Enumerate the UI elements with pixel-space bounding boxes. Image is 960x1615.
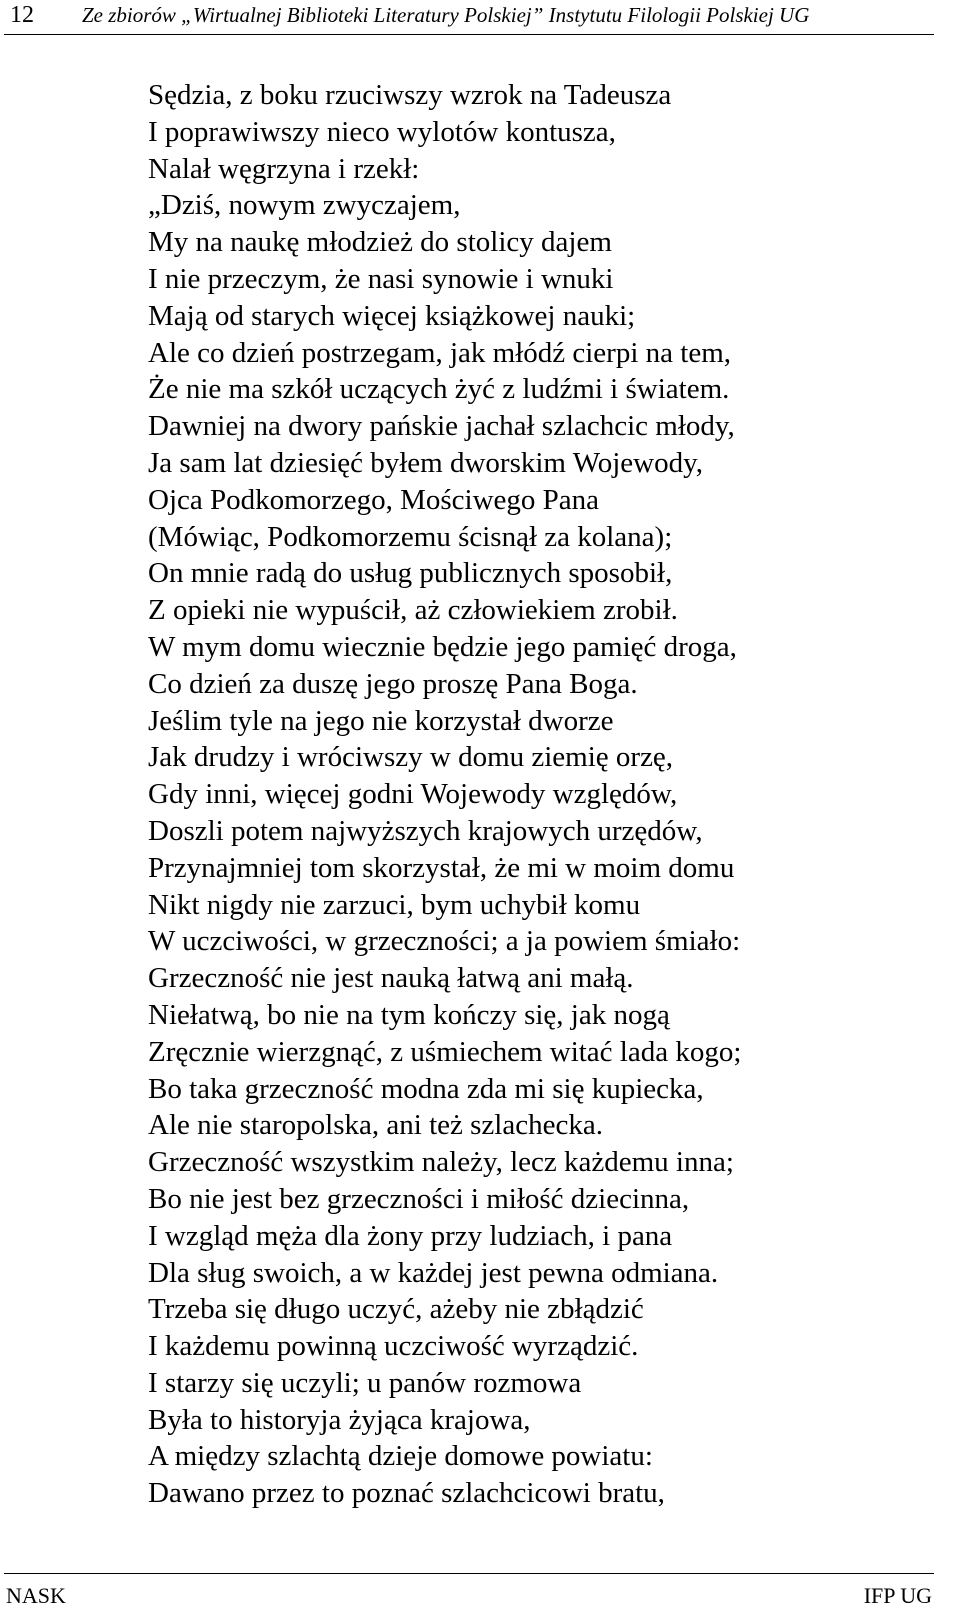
verse-line: Z opieki nie wypuścił, aż człowiekiem zrobił. <box>148 594 678 627</box>
verse-line: I starzy się uczyli; u panów rozmowa <box>148 1366 582 1399</box>
verse-line: Ale co dzień postrzegam, jak młódź cierpi na tem, <box>148 336 732 369</box>
verse-line: „Dziś, nowym zwyczajem, <box>148 189 461 222</box>
verse-line: Niełatwą, bo nie na tym kończy się, jak nogą <box>148 998 670 1031</box>
verse-line: Nalał węgrzyna i rzekł: <box>148 152 420 185</box>
verse-line: Bo taka grzeczność modna zda mi się kupiecka, <box>148 1072 704 1105</box>
running-head: Ze zbiorów „Wirtualnej Biblioteki Literatury Polskiej” Instytutu Filologii Polskiej UG <box>82 3 810 27</box>
verse-line: Grzeczność wszystkim należy, lecz każdemu inna; <box>148 1146 734 1179</box>
verse-line: Trzeba się długo uczyć, ażeby nie zbłądzić <box>148 1293 644 1326</box>
page-number: 12 <box>10 2 34 28</box>
verse-line: Bo nie jest bez grzeczności i miłość dziecinna, <box>148 1182 690 1215</box>
verse-line: Dawano przez to poznać szlachcicowi bratu, <box>148 1477 665 1510</box>
page-header <box>4 0 934 35</box>
verse-line: A między szlachtą dzieje domowe powiatu: <box>148 1440 653 1473</box>
verse-line: Ja sam lat dziesięć byłem dworskim Wojewody, <box>148 446 703 479</box>
verse-line: Dla sług swoich, a w każdej jest pewna odmiana. <box>148 1256 719 1289</box>
verse-line: I wzgląd męża dla żony przy ludziach, i pana <box>148 1219 673 1252</box>
verse-line: I nie przeczym, że nasi synowie i wnuki <box>148 262 614 295</box>
footer-institute: IFP UG <box>863 1583 932 1608</box>
verse-line: On mnie radą do usług publicznych sposobił, <box>148 557 673 590</box>
verse-line: (Mówiąc, Podkomorzemu ścisnął za kolana); <box>148 520 673 553</box>
verse-line: Przynajmniej tom skorzystał, że mi w moim domu <box>148 851 735 884</box>
verse-line: Jeślim tyle na jego nie korzystał dworze <box>148 704 614 737</box>
verse-line: Była to historyja żyjąca krajowa, <box>148 1403 531 1436</box>
verse-line: Doszli potem najwyższych krajowych urzędów, <box>148 814 703 847</box>
verse-line: My na naukę młodzież do stolicy dajem <box>148 226 612 259</box>
verse-line: Zręcznie wierzgnąć, z uśmiechem witać lada kogo; <box>148 1035 742 1068</box>
verse-line: Jak drudzy i wróciwszy w domu ziemię orzę, <box>148 741 674 774</box>
verse-line: Dawniej na dwory pańskie jachał szlachcic młody, <box>148 410 735 443</box>
verse-line: Gdy inni, więcej godni Wojewody względów, <box>148 778 678 811</box>
verse-line: Nikt nigdy nie zarzuci, bym uchybił komu <box>148 888 641 921</box>
poem-text <box>148 77 741 1512</box>
verse-line: Mają od starych więcej książkowej nauki; <box>148 299 636 332</box>
verse-line: Sędzia, z boku rzuciwszy wzrok na Tadeusza <box>148 79 672 111</box>
verse-line: Co dzień za duszę jego proszę Pana Boga. <box>148 667 638 700</box>
verse-line: W uczciwości, w grzeczności; a ja powiem śmiało: <box>148 925 741 958</box>
verse-line: Ale nie staropolska, ani też szlachecka. <box>148 1109 603 1142</box>
verse-line: I każdemu powinną uczciwość wyrządzić. <box>148 1330 639 1363</box>
verse-line: Grzeczność nie jest nauką łatwą ani małą. <box>148 962 634 995</box>
verse-line: Ojca Podkomorzego, Mościwego Pana <box>148 483 600 516</box>
page-footer <box>4 1573 934 1614</box>
verse-line: I poprawiwszy nieco wylotów kontusza, <box>148 115 616 148</box>
footer-publisher: NASK <box>6 1583 66 1608</box>
verse-line: W mym domu wiecznie będzie jego pamięć droga, <box>148 630 737 663</box>
verse-line: Że nie ma szkół uczących żyć z ludźmi i światem. <box>148 373 730 406</box>
